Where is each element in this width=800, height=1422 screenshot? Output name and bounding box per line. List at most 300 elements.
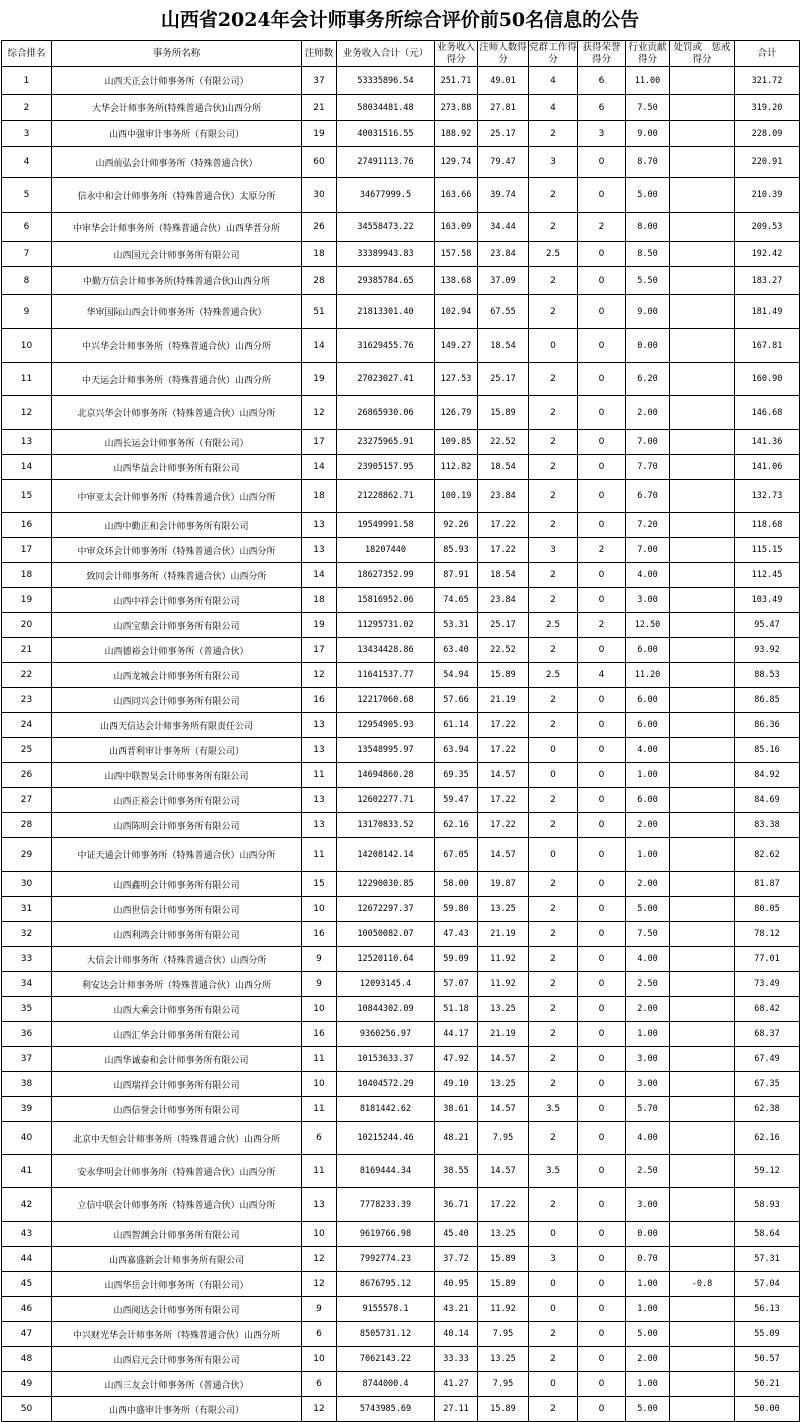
cpa-score-cell: 27.81 [478, 95, 529, 121]
contribution-score-cell: 0.00 [626, 1222, 670, 1247]
honor-score-cell: 6 [578, 67, 626, 95]
revenue-score-cell: 45.40 [435, 1222, 478, 1247]
cpa-count-cell: 17 [302, 430, 337, 455]
header-rank: 综合排名 [2, 41, 52, 67]
total-cell: 84.92 [735, 763, 800, 788]
contribution-score-cell: 4.00 [626, 738, 670, 763]
table-row [2, 242, 800, 267]
cpa-score-cell: 22.52 [478, 430, 529, 455]
firm-name-cell: 山西汇华会计师事务所有限公司 [52, 1022, 302, 1047]
honor-score-cell: 0 [578, 178, 626, 213]
cpa-score-cell: 15.89 [478, 1247, 529, 1272]
cpa-count-cell: 10 [302, 1347, 337, 1372]
revenue-cell: 31629455.76 [337, 329, 435, 363]
revenue-cell: 11295731.02 [337, 613, 435, 638]
header-penalty-score: 处罚或 惩戒得分 [670, 41, 735, 67]
table-row [2, 1322, 800, 1347]
rank-cell: 29 [2, 838, 52, 872]
cpa-count-cell: 9 [302, 972, 337, 997]
total-cell: 220.91 [735, 147, 800, 178]
penalty-score-cell [670, 1188, 735, 1222]
honor-score-cell: 0 [578, 329, 626, 363]
cpa-count-cell: 13 [302, 738, 337, 763]
rank-cell: 26 [2, 763, 52, 788]
penalty-score-cell [670, 897, 735, 922]
revenue-score-cell: 37.72 [435, 1247, 478, 1272]
cpa-score-cell: 19.87 [478, 872, 529, 897]
party-score-cell: 2 [529, 813, 578, 838]
total-cell: 85.16 [735, 738, 800, 763]
firm-name-cell: 大华会计师事务所(特殊普通合伙)山西分所 [52, 95, 302, 121]
firm-name-cell: 山西天信达会计师事务所有限责任公司 [52, 713, 302, 738]
honor-score-cell: 0 [578, 295, 626, 329]
ranking-table [1, 40, 800, 1422]
revenue-score-cell: 127.53 [435, 363, 478, 396]
revenue-cell: 12217060.68 [337, 688, 435, 713]
party-score-cell: 2 [529, 396, 578, 430]
table-row [2, 513, 800, 538]
cpa-score-cell: 11.92 [478, 1297, 529, 1322]
honor-score-cell: 0 [578, 1347, 626, 1372]
contribution-score-cell: 1.00 [626, 1297, 670, 1322]
contribution-score-cell: 1.00 [626, 1372, 670, 1397]
contribution-score-cell: 1.00 [626, 1272, 670, 1297]
table-row [2, 638, 800, 663]
party-score-cell: 3 [529, 147, 578, 178]
honor-score-cell: 0 [578, 763, 626, 788]
honor-score-cell: 3 [578, 121, 626, 147]
contribution-score-cell: 2.00 [626, 1347, 670, 1372]
cpa-count-cell: 14 [302, 455, 337, 480]
header-revenue-score: 业务收入得分 [435, 41, 478, 67]
revenue-cell: 40031516.55 [337, 121, 435, 147]
party-score-cell: 2 [529, 267, 578, 295]
revenue-cell: 9360256.97 [337, 1022, 435, 1047]
revenue-score-cell: 58.00 [435, 872, 478, 897]
firm-name-cell: 中天运会计师事务所（特殊普通合伙）山西分所 [52, 363, 302, 396]
contribution-score-cell: 1.00 [626, 763, 670, 788]
cpa-count-cell: 30 [302, 178, 337, 213]
cpa-count-cell: 9 [302, 1297, 337, 1322]
header-firm-name: 事务所名称 [52, 41, 302, 67]
revenue-cell: 8744000.4 [337, 1372, 435, 1397]
party-score-cell: 2 [529, 1022, 578, 1047]
party-score-cell: 2.5 [529, 242, 578, 267]
party-score-cell: 2 [529, 430, 578, 455]
total-cell: 77.01 [735, 947, 800, 972]
total-cell: 81.87 [735, 872, 800, 897]
cpa-score-cell: 14.57 [478, 838, 529, 872]
cpa-score-cell: 15.89 [478, 1272, 529, 1297]
total-cell: 192.42 [735, 242, 800, 267]
revenue-cell: 12602277.71 [337, 788, 435, 813]
contribution-score-cell: 11.20 [626, 663, 670, 688]
header-party-score: 党群工作得分 [529, 41, 577, 65]
table-row [2, 788, 800, 813]
total-cell: 210.39 [735, 178, 800, 213]
penalty-score-cell [670, 1247, 735, 1272]
party-score-cell: 2 [529, 213, 578, 242]
firm-name-cell: 山西德裕会计师事务所（普通合伙） [52, 638, 302, 663]
cpa-count-cell: 60 [302, 147, 337, 178]
contribution-score-cell: 11.00 [626, 67, 670, 95]
penalty-score-cell [670, 1097, 735, 1122]
cpa-score-cell: 23.84 [478, 588, 529, 613]
honor-score-cell: 0 [578, 242, 626, 267]
revenue-score-cell: 74.65 [435, 588, 478, 613]
penalty-score-cell [670, 1122, 735, 1155]
revenue-score-cell: 112.82 [435, 455, 478, 480]
firm-name-cell: 安永华明会计师事务所（特殊普通合伙）山西分所 [52, 1155, 302, 1188]
honor-score-cell: 0 [578, 363, 626, 396]
penalty-score-cell [670, 922, 735, 947]
penalty-score-cell [670, 1397, 735, 1422]
contribution-score-cell: 7.50 [626, 95, 670, 121]
table-row [2, 121, 800, 147]
firm-name-cell: 北京中天恒会计师事务所（特殊普通合伙）山西分所 [52, 1122, 302, 1155]
total-cell: 209.53 [735, 213, 800, 242]
revenue-score-cell: 49.10 [435, 1072, 478, 1097]
revenue-score-cell: 138.68 [435, 267, 478, 295]
cpa-score-cell: 34.44 [478, 213, 529, 242]
honor-score-cell: 6 [578, 95, 626, 121]
firm-name-cell: 山西大乘会计师事务所有限公司 [52, 997, 302, 1022]
cpa-count-cell: 6 [302, 1372, 337, 1397]
firm-name-cell: 北京兴华会计师事务所（特殊普通合伙）山西分所 [52, 396, 302, 430]
revenue-score-cell: 100.19 [435, 480, 478, 513]
firm-name-cell: 山西三友会计师事务所（普通合伙） [52, 1372, 302, 1397]
contribution-score-cell: 2.00 [626, 997, 670, 1022]
table-header-row [2, 41, 800, 67]
table-row [2, 763, 800, 788]
party-score-cell: 0 [529, 329, 578, 363]
rank-cell: 18 [2, 563, 52, 588]
revenue-score-cell: 47.43 [435, 922, 478, 947]
cpa-score-cell: 17.22 [478, 813, 529, 838]
cpa-count-cell: 18 [302, 480, 337, 513]
penalty-score-cell: -0.8 [670, 1272, 735, 1297]
contribution-score-cell: 6.20 [626, 363, 670, 396]
table-row [2, 1188, 800, 1222]
total-cell: 118.68 [735, 513, 800, 538]
firm-name-cell: 山西晋利审计事务所（有限公司） [52, 738, 302, 763]
revenue-score-cell: 87.91 [435, 563, 478, 588]
table-row [2, 455, 800, 480]
party-score-cell: 3.5 [529, 1097, 578, 1122]
contribution-score-cell: 3.00 [626, 1072, 670, 1097]
party-score-cell: 2 [529, 922, 578, 947]
revenue-cell: 14208142.14 [337, 838, 435, 872]
rank-cell: 48 [2, 1347, 52, 1372]
honor-score-cell: 0 [578, 838, 626, 872]
cpa-score-cell: 79.47 [478, 147, 529, 178]
firm-name-cell: 山西中勤正和会计师事务所有限公司 [52, 513, 302, 538]
honor-score-cell: 2 [578, 213, 626, 242]
contribution-score-cell: 5.50 [626, 267, 670, 295]
revenue-cell: 19549991.58 [337, 513, 435, 538]
party-score-cell: 2 [529, 1072, 578, 1097]
penalty-score-cell [670, 738, 735, 763]
cpa-count-cell: 21 [302, 95, 337, 121]
penalty-score-cell [670, 295, 735, 329]
honor-score-cell: 0 [578, 1247, 626, 1272]
rank-cell: 35 [2, 997, 52, 1022]
contribution-score-cell: 4.00 [626, 947, 670, 972]
total-cell: 103.49 [735, 588, 800, 613]
cpa-score-cell: 21.19 [478, 1022, 529, 1047]
rank-cell: 11 [2, 363, 52, 396]
cpa-score-cell: 17.22 [478, 713, 529, 738]
cpa-score-cell: 17.22 [478, 1188, 529, 1222]
revenue-cell: 8676795.12 [337, 1272, 435, 1297]
cpa-count-cell: 11 [302, 1047, 337, 1072]
cpa-count-cell: 17 [302, 638, 337, 663]
firm-name-cell: 中勤万信会计师事务所(特殊普通合伙)山西分所 [52, 267, 302, 295]
revenue-score-cell: 63.40 [435, 638, 478, 663]
contribution-score-cell: 3.00 [626, 1047, 670, 1072]
penalty-score-cell [670, 972, 735, 997]
revenue-score-cell: 59.80 [435, 897, 478, 922]
cpa-count-cell: 10 [302, 1072, 337, 1097]
contribution-score-cell: 2.00 [626, 396, 670, 430]
contribution-score-cell: 9.00 [626, 121, 670, 147]
honor-score-cell: 0 [578, 788, 626, 813]
contribution-score-cell: 0.70 [626, 1247, 670, 1272]
contribution-score-cell: 5.00 [626, 897, 670, 922]
cpa-score-cell: 11.92 [478, 947, 529, 972]
party-score-cell: 2 [529, 1397, 578, 1422]
cpa-count-cell: 12 [302, 1247, 337, 1272]
rank-cell: 25 [2, 738, 52, 763]
cpa-score-cell: 25.17 [478, 121, 529, 147]
rank-cell: 28 [2, 813, 52, 838]
revenue-score-cell: 59.09 [435, 947, 478, 972]
firm-name-cell: 山西利鸿会计师事务所有限公司 [52, 922, 302, 947]
cpa-count-cell: 13 [302, 513, 337, 538]
revenue-score-cell: 126.79 [435, 396, 478, 430]
total-cell: 141.06 [735, 455, 800, 480]
honor-score-cell: 0 [578, 872, 626, 897]
contribution-score-cell: 5.00 [626, 1397, 670, 1422]
honor-score-cell: 0 [578, 588, 626, 613]
revenue-score-cell: 51.18 [435, 997, 478, 1022]
penalty-score-cell [670, 813, 735, 838]
revenue-score-cell: 62.16 [435, 813, 478, 838]
revenue-score-cell: 38.55 [435, 1155, 478, 1188]
cpa-score-cell: 18.54 [478, 455, 529, 480]
cpa-count-cell: 10 [302, 1222, 337, 1247]
table-row [2, 1222, 800, 1247]
contribution-score-cell: 5.00 [626, 178, 670, 213]
table-row [2, 563, 800, 588]
firm-name-cell: 立信中联会计师事务所（特殊普通合伙）山西分所 [52, 1188, 302, 1222]
honor-score-cell: 0 [578, 1155, 626, 1188]
penalty-score-cell [670, 838, 735, 872]
party-score-cell: 2 [529, 638, 578, 663]
total-cell: 321.72 [735, 67, 800, 95]
rank-cell: 8 [2, 267, 52, 295]
header-revenue: 业务收入合计（元） [337, 41, 435, 67]
party-score-cell: 2 [529, 688, 578, 713]
party-score-cell: 4 [529, 67, 578, 95]
total-cell: 228.09 [735, 121, 800, 147]
firm-name-cell: 致同会计师事务所（特殊普通合伙）山西分所 [52, 563, 302, 588]
revenue-score-cell: 59.47 [435, 788, 478, 813]
contribution-score-cell: 7.70 [626, 455, 670, 480]
revenue-cell: 23275965.91 [337, 430, 435, 455]
party-score-cell: 2 [529, 363, 578, 396]
cpa-score-cell: 7.95 [478, 1372, 529, 1397]
rank-cell: 16 [2, 513, 52, 538]
honor-score-cell: 0 [578, 1188, 626, 1222]
revenue-score-cell: 273.88 [435, 95, 478, 121]
rank-cell: 46 [2, 1297, 52, 1322]
party-score-cell: 2 [529, 897, 578, 922]
contribution-score-cell: 6.00 [626, 688, 670, 713]
total-cell: 95.47 [735, 613, 800, 638]
cpa-score-cell: 13.25 [478, 1347, 529, 1372]
cpa-score-cell: 25.17 [478, 613, 529, 638]
table-row [2, 480, 800, 513]
revenue-cell: 10215244.46 [337, 1122, 435, 1155]
contribution-score-cell: 6.00 [626, 713, 670, 738]
revenue-cell: 12672297.37 [337, 897, 435, 922]
table-row [2, 67, 800, 95]
honor-score-cell: 0 [578, 480, 626, 513]
firm-name-cell: 山西华诚泰和会计师事务所有限公司 [52, 1047, 302, 1072]
firm-name-cell: 山西中盛审计事务所（有限公司） [52, 1397, 302, 1422]
table-row [2, 588, 800, 613]
rank-cell: 23 [2, 688, 52, 713]
table-row [2, 922, 800, 947]
revenue-cell: 21228862.71 [337, 480, 435, 513]
firm-name-cell: 山西中祥会计师事务所有限公司 [52, 588, 302, 613]
table-row [2, 1247, 800, 1272]
penalty-score-cell [670, 563, 735, 588]
total-cell: 115.15 [735, 538, 800, 563]
revenue-cell: 58034481.48 [337, 95, 435, 121]
table-row [2, 1047, 800, 1072]
honor-score-cell: 0 [578, 1122, 626, 1155]
honor-score-cell: 2 [578, 538, 626, 563]
total-cell: 50.57 [735, 1347, 800, 1372]
penalty-score-cell [670, 1297, 735, 1322]
party-score-cell: 2 [529, 972, 578, 997]
rank-cell: 3 [2, 121, 52, 147]
cpa-count-cell: 11 [302, 1155, 337, 1188]
cpa-count-cell: 10 [302, 997, 337, 1022]
revenue-cell: 10844302.09 [337, 997, 435, 1022]
firm-name-cell: 山西正裕会计师事务所有限公司 [52, 788, 302, 813]
table-row [2, 267, 800, 295]
cpa-score-cell: 39.74 [478, 178, 529, 213]
firm-name-cell: 山西宝鼎会计师事务所有限公司 [52, 613, 302, 638]
penalty-score-cell [670, 1222, 735, 1247]
party-score-cell: 4 [529, 95, 578, 121]
contribution-score-cell: 4.00 [626, 563, 670, 588]
table-row [2, 396, 800, 430]
total-cell: 55.09 [735, 1322, 800, 1347]
honor-score-cell: 0 [578, 972, 626, 997]
revenue-score-cell: 85.93 [435, 538, 478, 563]
penalty-score-cell [670, 613, 735, 638]
total-cell: 56.13 [735, 1297, 800, 1322]
cpa-score-cell: 67.55 [478, 295, 529, 329]
table-row [2, 713, 800, 738]
table-row [2, 1297, 800, 1322]
contribution-score-cell: 3.00 [626, 588, 670, 613]
cpa-count-cell: 11 [302, 1097, 337, 1122]
cpa-score-cell: 22.52 [478, 638, 529, 663]
revenue-cell: 9619766.98 [337, 1222, 435, 1247]
total-cell: 146.68 [735, 396, 800, 430]
firm-name-cell: 山西中联智昊会计师事务所有限公司 [52, 763, 302, 788]
cpa-score-cell: 18.54 [478, 563, 529, 588]
revenue-cell: 8505731.12 [337, 1322, 435, 1347]
rank-cell: 14 [2, 455, 52, 480]
contribution-score-cell: 8.70 [626, 147, 670, 178]
penalty-score-cell [670, 480, 735, 513]
rank-cell: 47 [2, 1322, 52, 1347]
cpa-score-cell: 23.84 [478, 242, 529, 267]
table-row [2, 329, 800, 363]
penalty-score-cell [670, 713, 735, 738]
cpa-score-cell: 18.54 [478, 329, 529, 363]
total-cell: 73.49 [735, 972, 800, 997]
revenue-cell: 5743985.69 [337, 1397, 435, 1422]
revenue-score-cell: 92.26 [435, 513, 478, 538]
total-cell: 58.93 [735, 1188, 800, 1222]
cpa-count-cell: 12 [302, 1272, 337, 1297]
party-score-cell: 2 [529, 872, 578, 897]
honor-score-cell: 0 [578, 997, 626, 1022]
cpa-count-cell: 6 [302, 1322, 337, 1347]
rank-cell: 12 [2, 396, 52, 430]
penalty-score-cell [670, 997, 735, 1022]
firm-name-cell: 山西前弘会计师事务所（特殊普通合伙） [52, 147, 302, 178]
penalty-score-cell [670, 763, 735, 788]
contribution-score-cell: 0.00 [626, 329, 670, 363]
cpa-count-cell: 28 [302, 267, 337, 295]
honor-score-cell: 0 [578, 738, 626, 763]
honor-score-cell: 0 [578, 713, 626, 738]
table-row [2, 178, 800, 213]
contribution-score-cell: 9.00 [626, 295, 670, 329]
cpa-score-cell: 25.17 [478, 363, 529, 396]
contribution-score-cell: 5.00 [626, 1322, 670, 1347]
penalty-score-cell [670, 638, 735, 663]
revenue-score-cell: 48.21 [435, 1122, 478, 1155]
cpa-score-cell: 13.25 [478, 1222, 529, 1247]
cpa-count-cell: 19 [302, 121, 337, 147]
party-score-cell: 2 [529, 513, 578, 538]
revenue-score-cell: 47.92 [435, 1047, 478, 1072]
contribution-score-cell: 8.50 [626, 242, 670, 267]
party-score-cell: 2 [529, 1322, 578, 1347]
penalty-score-cell [670, 663, 735, 688]
revenue-cell: 27023027.41 [337, 363, 435, 396]
cpa-count-cell: 6 [302, 1122, 337, 1155]
honor-score-cell: 0 [578, 813, 626, 838]
revenue-score-cell: 27.11 [435, 1397, 478, 1422]
rank-cell: 50 [2, 1397, 52, 1422]
cpa-count-cell: 9 [302, 947, 337, 972]
cpa-score-cell: 37.09 [478, 267, 529, 295]
table-row [2, 813, 800, 838]
party-score-cell: 3 [529, 538, 578, 563]
firm-name-cell: 中审众环会计师事务所（特殊普通合伙）山西分所 [52, 538, 302, 563]
cpa-count-cell: 18 [302, 242, 337, 267]
